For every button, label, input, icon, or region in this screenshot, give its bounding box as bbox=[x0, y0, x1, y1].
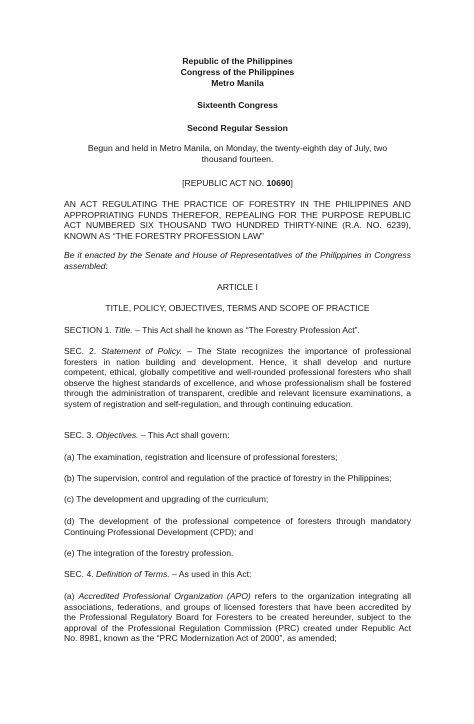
section-1 bbox=[64, 325, 411, 336]
section-1-text: – This Act shall he known as “The Forestry Profession Act”. bbox=[132, 325, 360, 335]
ra-number: 10690 bbox=[266, 178, 291, 188]
objective-item-d: (d) The development of the professional competence of foresters through mandatory Continuing Professional Development (CPD); and bbox=[64, 516, 411, 537]
header-location: Metro Manila bbox=[211, 78, 264, 88]
article-title: TITLE, POLICY, OBJECTIVES, TERMS AND SCOPE OF PRACTICE bbox=[105, 303, 370, 313]
section-3-text: – This Act shall govern: bbox=[138, 430, 230, 440]
ra-prefix: [REPUBLIC ACT NO. bbox=[182, 178, 267, 188]
header-congress: Congress of the Philippines bbox=[180, 67, 295, 77]
congress-number: Sixteenth Congress bbox=[197, 100, 278, 110]
objective-item-e: (e) The integration of the forestry profession. bbox=[64, 548, 234, 558]
begun-statement: Begun and held in Metro Manila, on Monday, the twenty-eighth day of July, two thousand fourteen. bbox=[87, 143, 388, 164]
enacting-clause: Be it enacted by the Senate and House of Representatives of the Philippines in Congress assembled: bbox=[64, 250, 411, 271]
section-2-heading: Statement of Policy. bbox=[101, 346, 183, 356]
act-title: AN ACT REGULATING THE PRACTICE OF FORESTRY IN THE PHILIPPINES AND APPROPRIATING FUNDS THEREFOR, REPEALING FOR THE PURPOSE REPUBLIC ACT NUMBERED SIX THOUSAND TWO HUNDRED THIRTY-NINE (R.A. NO. 6239), KNOWN AS “THE FORESTRY PROFESSION LAW” bbox=[64, 199, 411, 241]
section-4-label: SEC. 4. bbox=[64, 569, 96, 579]
section-3 bbox=[64, 430, 411, 441]
definition-a-text: refers to the organization integrating all associations, federations, and groups of licensed foresters that have been accredited by the Professional Regulatory Board for Foresters to be created hereunder, subject to the approval of the Professional Regulation Commission (PRC) created under Republic Act No. 8981, known as the “PRC Modernization Act of 2000”, as amended; bbox=[64, 591, 412, 644]
section-1-label: SECTION 1. bbox=[64, 325, 115, 335]
section-2-label: SEC. 2. bbox=[64, 346, 102, 356]
objective-item-b: (b) The supervision, control and regulation of the practice of forestry in the Philippines; bbox=[64, 473, 392, 483]
article-heading: ARTICLE I bbox=[217, 282, 258, 292]
definition-a-prefix: (a) bbox=[64, 591, 79, 601]
session-name: Second Regular Session bbox=[187, 123, 288, 133]
section-4-text: – As used in this Act: bbox=[169, 569, 252, 579]
section-2 bbox=[64, 346, 411, 410]
header-republic: Republic of the Philippines bbox=[182, 56, 293, 66]
section-2-text: – The State recognizes the importance of professional foresters in nation building and development. Hence, it shall develop and nurture competent, ethical, globally competitive and well-rounded professional foresters who shall observe the highest standards of excellence, and whose professionalism shall be fostered through the administration of transparent, credible and relevant licensure examinations, a system of registration and self-regulation, and through continuing education. bbox=[64, 346, 411, 409]
republic-act-number bbox=[64, 178, 411, 189]
section-3-label: SEC. 3. bbox=[64, 430, 96, 440]
section-4 bbox=[64, 569, 411, 580]
section-1-heading: Title. bbox=[114, 325, 133, 335]
section-4-heading: Definition of Terms. bbox=[96, 569, 170, 579]
ra-suffix: ] bbox=[290, 178, 293, 188]
objective-item-c: (c) The development and upgrading of the curriculum; bbox=[64, 494, 269, 504]
definition-a-term: Accredited Professional Organization (APO) bbox=[78, 591, 251, 601]
definition-item-a bbox=[64, 591, 411, 644]
objective-item-a: (a) The examination, registration and licensure of professional foresters; bbox=[64, 452, 338, 462]
section-3-heading: Objectives. bbox=[96, 430, 139, 440]
